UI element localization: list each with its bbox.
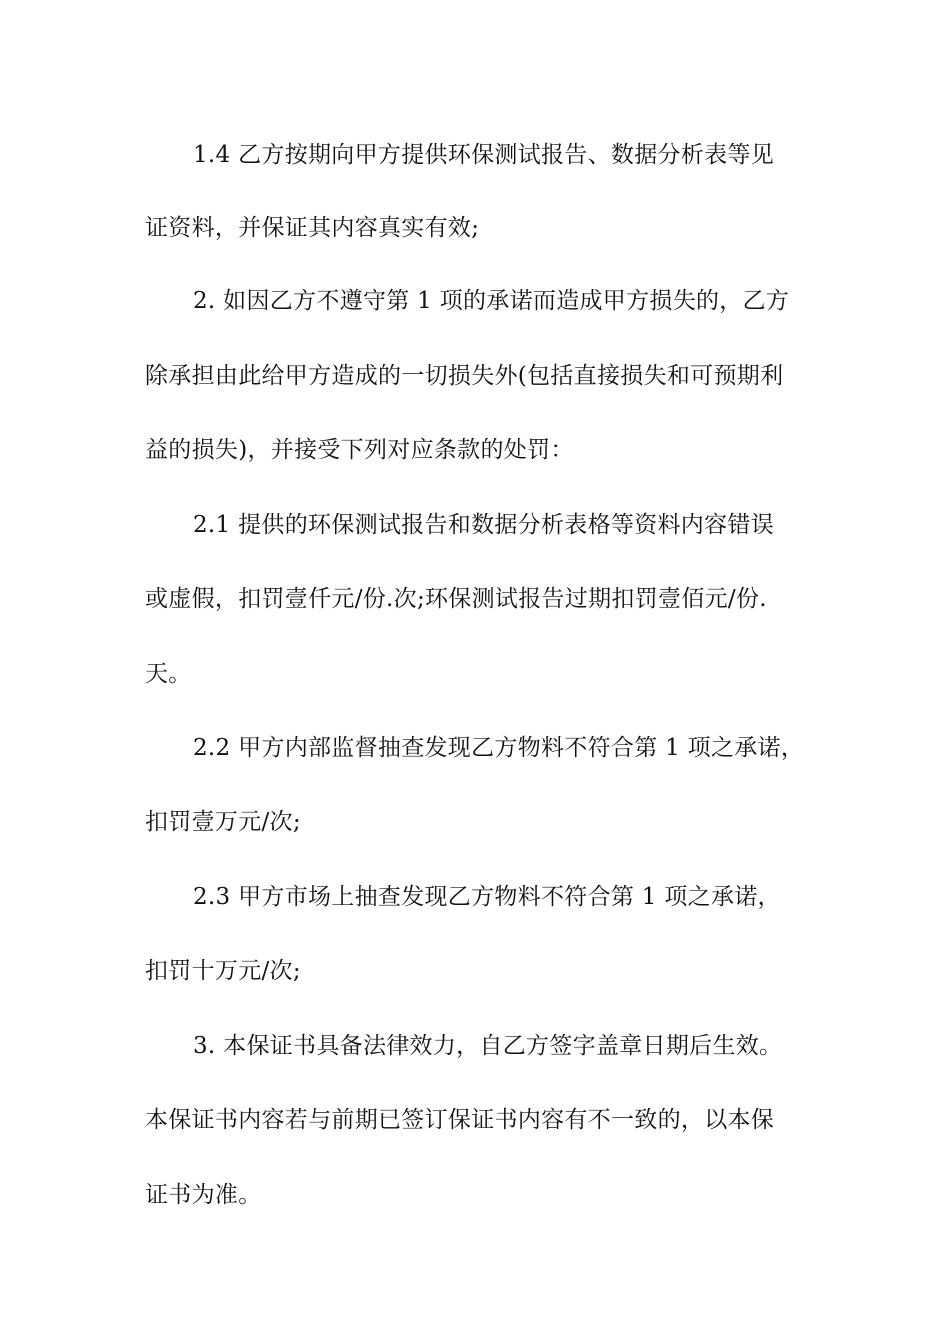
- clause-3-line-3: 证书为准。: [145, 1182, 262, 1208]
- clause-2-2-line-2: 扣罚壹万元/次;: [145, 809, 301, 835]
- clause-3-line-2: 本保证书内容若与前期已签订保证书内容有不一致的，以本保: [145, 1107, 775, 1133]
- clause-2-3-line-2: 扣罚十万元/次;: [145, 958, 301, 984]
- clause-2-3-line-1: 2.3 甲方市场上抽查发现乙方物料不符合第 1 项之承诺，: [193, 884, 781, 910]
- clause-2-1-line-1: 2.1 提供的环保测试报告和数据分析表格等资料内容错误: [193, 512, 774, 538]
- clause-2-2-line-1: 2.2 甲方内部监督抽查发现乙方物料不符合第 1 项之承诺，: [193, 735, 805, 761]
- clause-2-line-3: 益的损失)，并接受下列对应条款的处罚：: [145, 437, 574, 463]
- clause-1-4-line-1: 1.4 乙方按期向甲方提供环保测试报告、数据分析表等见: [193, 142, 774, 168]
- clause-2-line-2: 除承担由此给甲方造成的一切损失外(包括直接损失和可预期利: [145, 363, 784, 389]
- clause-2-line-1: 2. 如因乙方不遵守第 1 项的承诺而造成甲方损失的，乙方: [193, 288, 790, 314]
- clause-2-1-line-2: 或虚假，扣罚壹仟元/份.次;环保测试报告过期扣罚壹佰元/份.: [145, 586, 767, 612]
- clause-3-line-1: 3. 本保证书具备法律效力，自乙方签字盖章日期后生效。: [193, 1033, 783, 1059]
- clause-2-1-line-3: 天。: [145, 661, 192, 687]
- clause-1-4-line-2: 证资料，并保证其内容真实有效;: [145, 215, 480, 241]
